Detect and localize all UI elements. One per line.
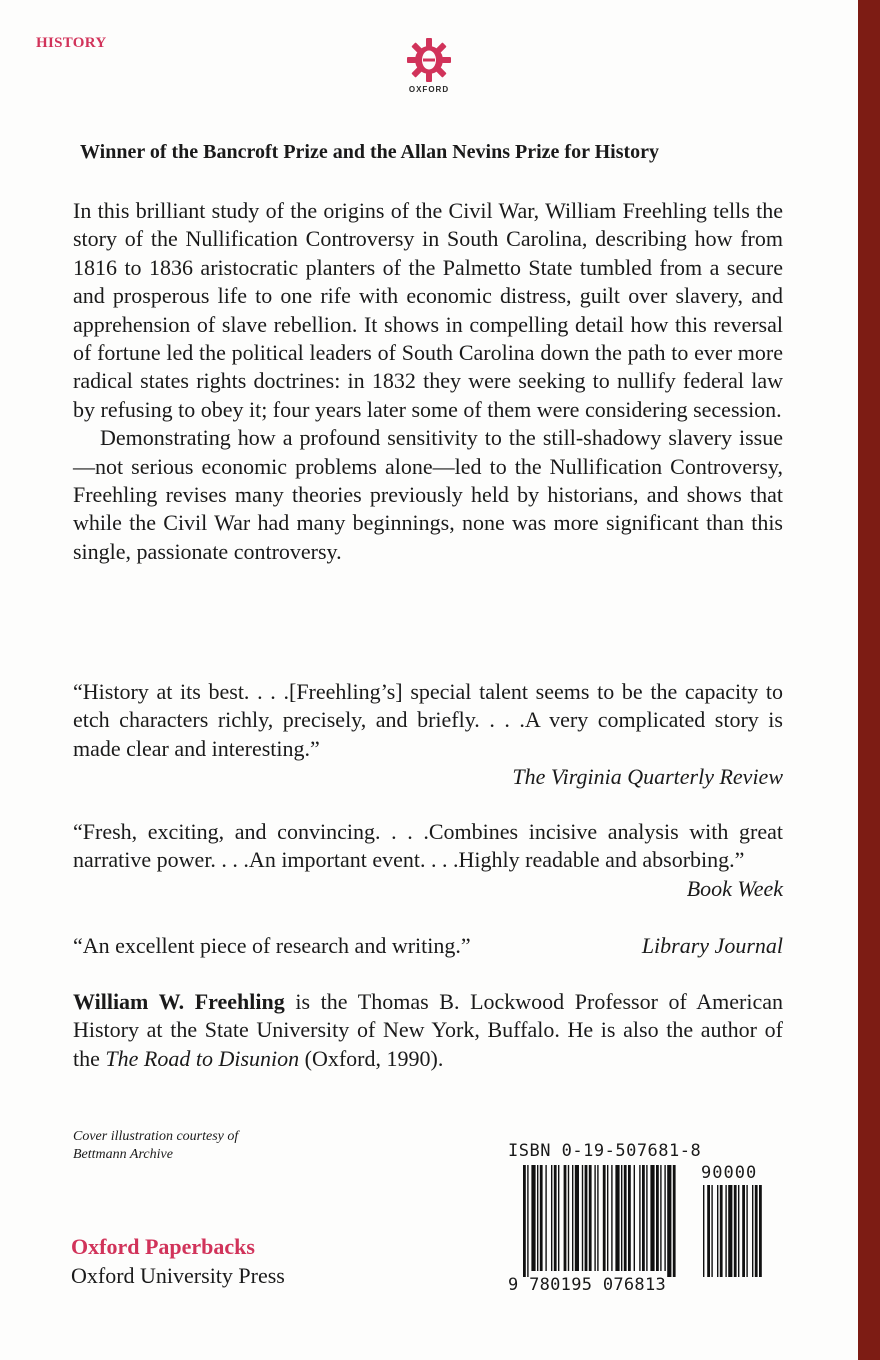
barcode-addon-bar — [742, 1185, 745, 1277]
barcode-bar — [603, 1165, 606, 1271]
series-name: Oxford Paperbacks — [71, 1234, 255, 1259]
barcode-bar — [611, 1165, 612, 1271]
barcode-addon-price: 90000 — [701, 1163, 758, 1183]
book-description — [73, 197, 783, 566]
review-quote-2 — [73, 818, 783, 903]
quote-source: Library Journal — [641, 933, 783, 958]
bio-book-title: The Road to Disunion — [105, 1045, 300, 1071]
barcode-bar — [607, 1165, 608, 1271]
barcode-bar — [624, 1165, 627, 1271]
review-quote-3 — [73, 932, 783, 960]
review-quote-1 — [73, 678, 783, 792]
barcode-addon-bar — [755, 1185, 758, 1277]
bio-text-2: (Oxford, 1990). — [299, 1045, 444, 1071]
ean-number: 9 780195 076813 — [508, 1275, 667, 1295]
author-name: William W. Freehling — [73, 989, 285, 1014]
credit-line-2: Bettmann Archive — [73, 1147, 173, 1162]
barcode-bar — [551, 1165, 552, 1271]
barcode-bar — [523, 1165, 526, 1277]
barcode-bar — [589, 1165, 592, 1271]
barcode-addon-bar — [759, 1185, 762, 1277]
barcode-bar — [628, 1165, 631, 1271]
barcode-bar — [597, 1165, 598, 1271]
barcode-bar — [545, 1165, 546, 1271]
oxford-sun-emblem-icon — [406, 37, 452, 83]
barcode-addon-bar — [717, 1185, 718, 1277]
barcode-bar — [568, 1165, 569, 1271]
prize-headline: Winner of the Bancroft Prize and the Allan Nevins Prize for History — [80, 141, 660, 163]
description-paragraph-2: Demonstrating how a profound sensitivity to the still-shadowy slavery issue—not serious economic problems alone—led to the Nullification Controversy, Freehling revises many theories previously held by historians, and shows that while the Civil War had many beginnings, none was more significant than this single, passionate controversy. — [73, 425, 783, 564]
barcode-bar — [660, 1165, 661, 1271]
barcode-addon-bar — [752, 1185, 753, 1277]
barcode-addon-bar — [725, 1185, 726, 1277]
barcode-addon-bar — [703, 1185, 704, 1277]
barcode-bar — [664, 1165, 665, 1271]
spine-edge — [858, 0, 880, 1360]
cover-credit — [73, 1128, 238, 1164]
barcode-addon-bar — [738, 1185, 739, 1277]
barcode-bar — [575, 1165, 579, 1271]
barcode-bar — [656, 1165, 659, 1271]
publisher-name: Oxford University Press — [71, 1263, 285, 1288]
barcode-addon-bar — [728, 1185, 732, 1277]
quote-source: The Virginia Quarterly Review — [512, 764, 783, 790]
barcode-bar — [673, 1165, 676, 1277]
barcode-bar — [531, 1165, 535, 1271]
barcode-bar — [634, 1165, 635, 1271]
barcode-bar — [646, 1165, 647, 1271]
barcode-area — [508, 1141, 780, 1295]
barcode-bar — [642, 1165, 645, 1271]
imprint — [71, 1232, 285, 1290]
barcode-bar — [621, 1165, 622, 1271]
barcode-addon-bar — [720, 1185, 723, 1277]
barcode-bar — [537, 1165, 538, 1271]
barcode-addon-bar — [746, 1185, 747, 1277]
bio-text-1: is the Thomas B. Lockwood Professor of American History at the State University of New York, Buffalo. He is also the author of the — [73, 989, 783, 1071]
barcode-bar — [564, 1165, 567, 1271]
description-paragraph-1: In this brilliant study of the origins of the Civil War, William Freehling tells the story of the Nullification Controversy in South Carolina, describing how from 1816 to 1836 aristocratic planters of the Palmetto State tumbled from a secure and prosperous life to one rife with economic distress, guilt over slavery, and apprehension of slave rebellion. It shows in compelling detail how this reversal of fortune led the political leaders of South Carolina down the path to ever more radical states rights doctrines: in 1832 they were seeking to nullify federal law by refusing to obey it; four years later some of them were considering secession. — [73, 198, 783, 422]
barcode-bar — [585, 1165, 588, 1271]
quote-text: “An excellent piece of research and writing.” — [73, 933, 471, 958]
quote-text: “Fresh, exciting, and convincing. . . .Combines incisive analysis with great narrative power. . . .An important event. . . .Highly readable and absorbing.” — [73, 819, 783, 873]
barcode-bar — [615, 1165, 619, 1271]
barcode-bar — [594, 1165, 595, 1271]
barcode-addon-bar — [711, 1185, 712, 1277]
barcode-icon — [523, 1165, 781, 1277]
quote-source: Book Week — [686, 875, 783, 901]
barcode-bar — [572, 1165, 573, 1271]
barcode-bar — [667, 1165, 671, 1277]
category-label: HISTORY — [36, 35, 107, 51]
quote-text: “History at its best. . . .[Freehling’s] special talent seems to be the capacity to etch characters richly, precisely, and briefly. . . .A very complicated story is made clear and interesting.” — [73, 679, 783, 761]
barcode-bar — [540, 1165, 543, 1271]
barcode-bar — [582, 1165, 583, 1271]
barcode-bar — [554, 1165, 557, 1271]
isbn-number: ISBN 0-19-507681-8 — [508, 1141, 702, 1161]
barcode-addon-bar — [707, 1185, 710, 1277]
author-bio — [73, 988, 783, 1073]
barcode-addon-bar — [734, 1185, 737, 1277]
oxford-logo — [399, 37, 459, 107]
barcode-bar — [527, 1165, 528, 1277]
barcode-bar — [650, 1165, 654, 1271]
barcode-bar — [558, 1165, 559, 1271]
credit-line-1: Cover illustration courtesy of — [73, 1129, 239, 1144]
barcode-bar — [639, 1165, 640, 1271]
logo-wordmark: OXFORD — [408, 85, 450, 94]
